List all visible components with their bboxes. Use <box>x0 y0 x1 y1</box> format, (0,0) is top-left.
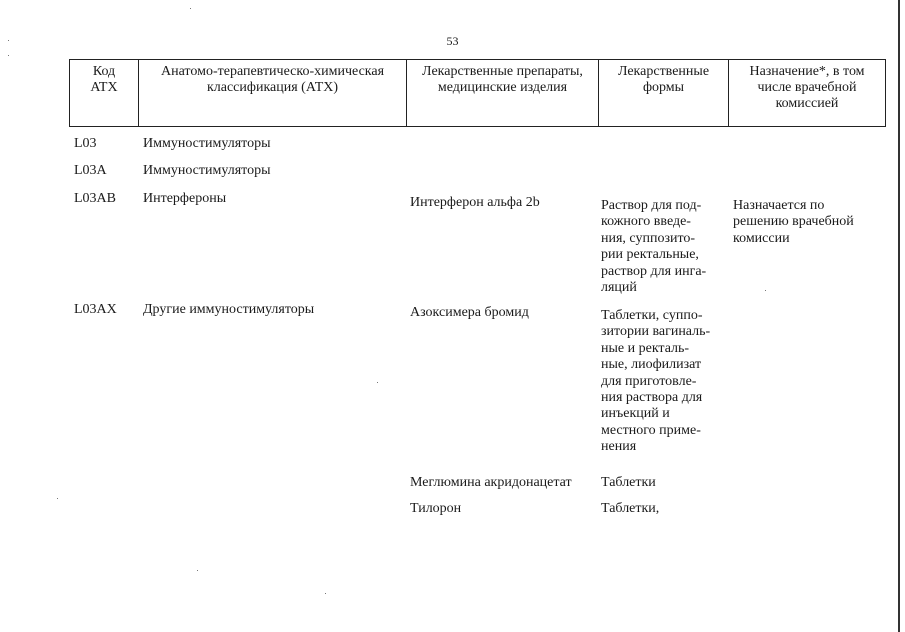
row-forms-line: ния, суппозито- <box>601 230 696 246</box>
row-purpose <box>733 198 854 247</box>
row-code: L03A <box>74 163 107 178</box>
row-forms-line: Таблетки, суппо- <box>601 308 703 323</box>
row-forms-line: ные, лиофилизат <box>601 357 702 373</box>
table-header <box>69 59 886 127</box>
row-purpose-line: решению врачебной <box>733 214 854 230</box>
header-purpose-line: комиссией <box>775 96 839 111</box>
row-drug: Тилорон <box>410 501 462 516</box>
row-forms: Таблетки, <box>601 501 660 516</box>
row-forms-line: инъекций и <box>601 406 670 422</box>
row-forms-line: кожного введе- <box>601 214 691 230</box>
scan-speck <box>8 55 9 56</box>
header-code <box>70 60 138 126</box>
row-forms-line: для приготовле- <box>601 373 697 389</box>
header-code-line: ATX <box>90 80 118 95</box>
header-code-line: Код <box>92 64 116 79</box>
page-number: 53 <box>446 34 459 48</box>
row-classification: Иммуностимуляторы <box>143 136 271 151</box>
scan-speck <box>190 8 191 9</box>
row-forms-line: зитории вагиналь- <box>601 324 711 340</box>
scan-speck <box>377 382 378 383</box>
row-code: L03AX <box>74 302 117 317</box>
header-classification-line: классификация (АТХ) <box>206 80 339 95</box>
row-forms-line: раствор для инга- <box>601 263 707 279</box>
row-forms-line: рии ректальные, <box>601 247 699 263</box>
scan-speck <box>325 593 326 594</box>
row-forms-line: местного приме- <box>601 422 701 438</box>
scan-speck <box>8 40 9 41</box>
row-forms: Таблетки <box>601 475 656 490</box>
row-purpose-line: комиссии <box>733 230 790 246</box>
row-classification: Иммуностимуляторы <box>143 163 271 178</box>
header-drugs-line: Лекарственные препараты, <box>422 64 583 79</box>
row-code: L03AB <box>74 191 116 206</box>
header-classification-line: Анатомо-терапевтическо-химическая <box>160 64 385 79</box>
row-forms-line: ния раствора для <box>601 390 703 406</box>
row-forms-line: ляций <box>601 280 637 296</box>
scan-edge <box>898 0 900 632</box>
row-code: L03 <box>74 136 97 151</box>
scan-speck <box>765 290 766 291</box>
row-forms-line: Раствор для под- <box>601 198 702 213</box>
row-classification: Интерфероны <box>143 191 227 206</box>
header-drugs <box>406 60 598 126</box>
header-purpose <box>728 60 885 126</box>
header-purpose-line: числе врачебной <box>757 80 857 95</box>
header-drugs-line: медицинские изделия <box>437 80 568 95</box>
row-drug: Азоксимера бромид <box>410 305 529 320</box>
row-drug: Меглюмина акридонацетат <box>410 475 572 490</box>
row-forms <box>601 198 706 296</box>
row-forms-line: ные и ректаль- <box>601 340 690 356</box>
header-forms-line: формы <box>642 80 685 95</box>
row-purpose-line: Назначается по <box>733 198 825 213</box>
header-forms-line: Лекарственные <box>617 64 710 79</box>
header-forms <box>598 60 728 126</box>
header-classification <box>138 60 406 126</box>
row-classification: Другие иммуностимуляторы <box>143 302 315 317</box>
scan-speck <box>197 570 198 571</box>
header-purpose-line: Назначение*, в том <box>749 64 865 79</box>
row-forms-line: нения <box>601 439 637 455</box>
row-drug: Интерферон альфа 2b <box>410 195 540 210</box>
scan-speck <box>57 498 58 499</box>
row-forms <box>601 308 710 456</box>
